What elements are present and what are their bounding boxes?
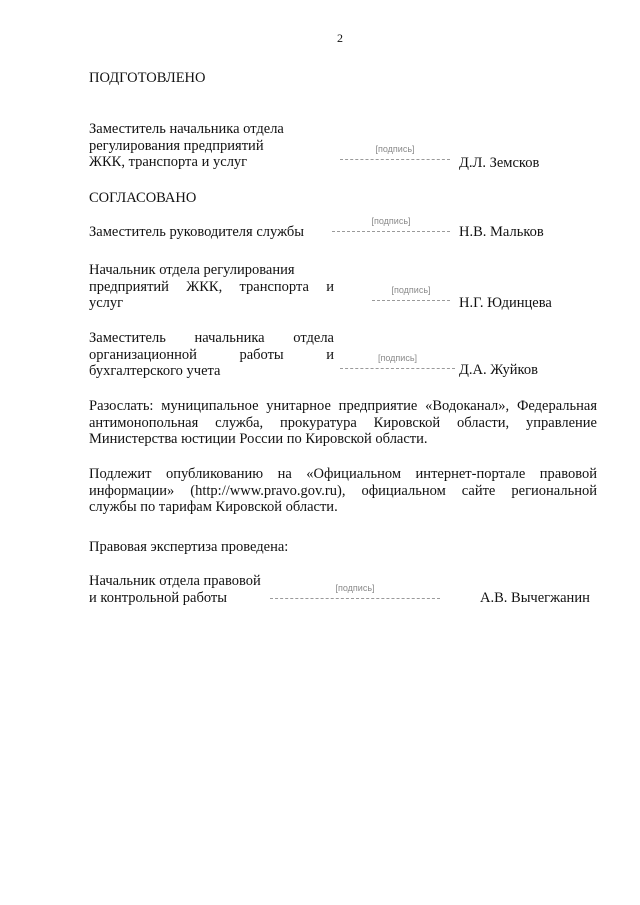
legal-review-position [89,573,261,606]
page-number: 2 [337,31,343,45]
signature-placeholder-vychegzhanin: [подпись] [270,580,440,599]
agreed-position-3-line: бухгалтерского учета [89,363,221,379]
signature-placeholder-zhuykov: [подпись] [340,350,455,369]
agreed-position-3 [89,330,334,380]
legal-review-position-line: и контрольной работы [89,589,227,606]
legal-review-heading: Правовая экспертиза проведена: [89,539,289,555]
agreed-position-2 [89,262,334,312]
prepared-name: Д.Л. Земсков [459,155,540,171]
agreed-position-3-line: организационной работы и [89,346,334,363]
distribution-list: Разослать: муниципальное унитарное предприятие «Водоканал», Федеральная антимонопольная служба, прокуратура Кировской области, управление Министерства юстиции России по Кировской области. [89,398,597,447]
prepared-position-line: регулирования предприятий [89,137,264,154]
signature-placeholder-yudintseva: [подпись] [372,282,450,301]
legal-review-position-line: Начальник отдела правовой [89,573,261,589]
prepared-position-line: Заместитель начальника отдела [89,121,284,137]
agreed-position-2-line: услуг [89,295,124,311]
agreed-heading: СОГЛАСОВАНО [89,190,197,206]
agreed-position-2-line: предприятий ЖКК, транспорта и [89,278,334,295]
agreed-position-3-line: Заместитель начальника отдела [89,330,334,346]
prepared-heading: ПОДГОТОВЛЕНО [89,70,206,86]
legal-review-name: А.В. Вычегжанин [480,590,590,606]
signature-placeholder-malkov: [подпись] [332,213,450,232]
agreed-name-1: Н.В. Мальков [459,224,544,240]
agreed-name-2: Н.Г. Юдинцева [459,295,552,311]
agreed-name-3: Д.А. Жуйков [459,362,538,378]
publication-note: Подлежит опубликованию на «Официальном интернет-портале правовой информации» (http://www.pravo.gov.ru), официальном сайте региональной службы по тарифам Кировской области. [89,466,597,515]
prepared-position-line: ЖКК, транспорта и услуг [89,154,248,170]
signature-placeholder-zemskov: [подпись] [340,141,450,160]
agreed-position-1: Заместитель руководителя службы [89,224,305,240]
agreed-position-2-line: Начальник отдела регулирования [89,262,295,278]
prepared-position [89,121,284,171]
